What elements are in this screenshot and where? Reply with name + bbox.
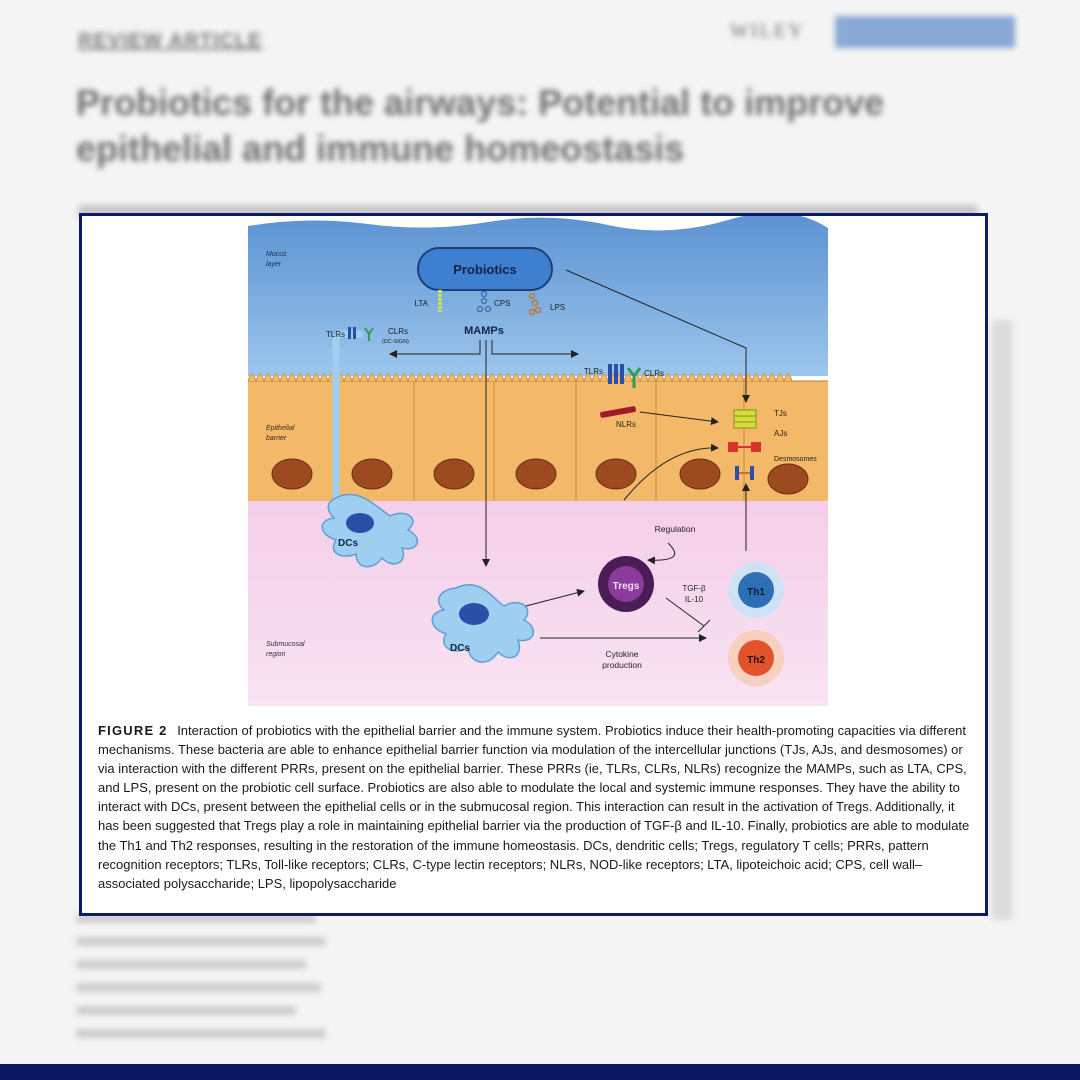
clrs-left-sublabel: (DC-SIGN): [382, 339, 409, 345]
tlrs-left-label: TLRs: [325, 330, 345, 339]
ajs-label: AJs: [774, 429, 788, 438]
article-right-column: [992, 320, 1012, 920]
lta-label: LTA: [414, 299, 428, 308]
figure-viewer[interactable]: [79, 213, 988, 916]
tlrs-right-icon: [608, 364, 624, 384]
desmosomes-label: Desmosomes: [774, 456, 817, 463]
lps-label: LPS: [550, 303, 566, 312]
tight-junction-icon: [734, 410, 756, 428]
submucosal-line2: region: [266, 651, 286, 658]
mucus-layer-line2: layer: [266, 261, 282, 268]
tregs-label: Tregs: [612, 581, 640, 592]
bottom-bar: [0, 1064, 1080, 1080]
cytokine-line2: production: [602, 660, 642, 670]
mamps-label: MAMPs: [464, 325, 504, 337]
dcs-bottom-label: DCs: [450, 643, 471, 654]
epithelial-line2: barrier: [266, 435, 287, 442]
clrs-right-label: CLRs: [644, 369, 665, 378]
epithelial-line1: Epithelial: [266, 425, 295, 432]
publisher-search-button[interactable]: [835, 16, 1015, 48]
probiotics-label: Probiotics: [453, 262, 517, 277]
regulation-label: Regulation: [654, 524, 696, 534]
dcs-top-label: DCs: [338, 538, 359, 549]
figure-label: FIGURE 2: [98, 723, 168, 738]
cytokine-line1: Cytokine: [605, 649, 639, 659]
article-title: Probiotics for the airways: Potential to improve epithelial and immune homeostasis: [76, 82, 885, 169]
th2-label: Th2: [747, 655, 765, 666]
article-sidebar-text: [76, 900, 346, 1052]
tlrs-right-label: TLRs: [583, 367, 603, 376]
cps-label: CPS: [494, 299, 511, 308]
clrs-left-label: CLRs: [388, 327, 409, 336]
nlrs-label: NLRs: [616, 420, 637, 429]
article-type-label: REVIEW ARTICLE: [78, 30, 263, 52]
figure-diagram: [248, 216, 828, 706]
mucus-layer-line1: Mucus: [266, 251, 287, 258]
tjs-label: TJs: [774, 409, 787, 418]
publisher-logo: WILEY: [730, 20, 805, 42]
th1-label: Th1: [747, 587, 765, 598]
il10-label: IL-10: [684, 595, 704, 604]
figure-caption-text: Interaction of probiotics with the epithelial barrier and the immune system. Probiotics induce their health-promoting capacities via different mechanisms. These bacteria are able to enhance epithelial barrier function via modulation of the intercellular junctions (TJs, AJs, and desmosomes) or via interaction with the different PRRs, present on the epithelial barrier. These PRRs (ie, TLRs, CLRs, NLRs) recognize the MAMPs, such as LTA, CPS, and LPS, present on the probiotic cell surface. Probiotics are also able to modulate the local and systemic immune responses. They have the ability to interact with DCs, present between the epithelial cells or in the submucosal region. This interaction can result in the activation of Tregs. Additionally, it has been suggested that Tregs play a role in maintaining epithelial barrier via the production of TGF-β and IL-10. Finally, probiotics are able to modulate the Th1 and Th2 responses, resulting in the restoration of the immune homeostasis. DCs, dendritic cells; Tregs, regulatory T cells; PRRs, pattern recognition receptors; TLRs, Toll-like receptors; CLRs, C-type lectin receptors; NLRs, NOD-like receptors; LTA, lipoteichoic acid; CPS, cell wall–associated polysaccharide; LPS, lipopolysaccharide: [98, 723, 970, 891]
submucosal-line1: Submucosal: [266, 641, 305, 648]
tgf-label: TGF-β: [682, 584, 706, 593]
figure-caption: [98, 721, 978, 893]
